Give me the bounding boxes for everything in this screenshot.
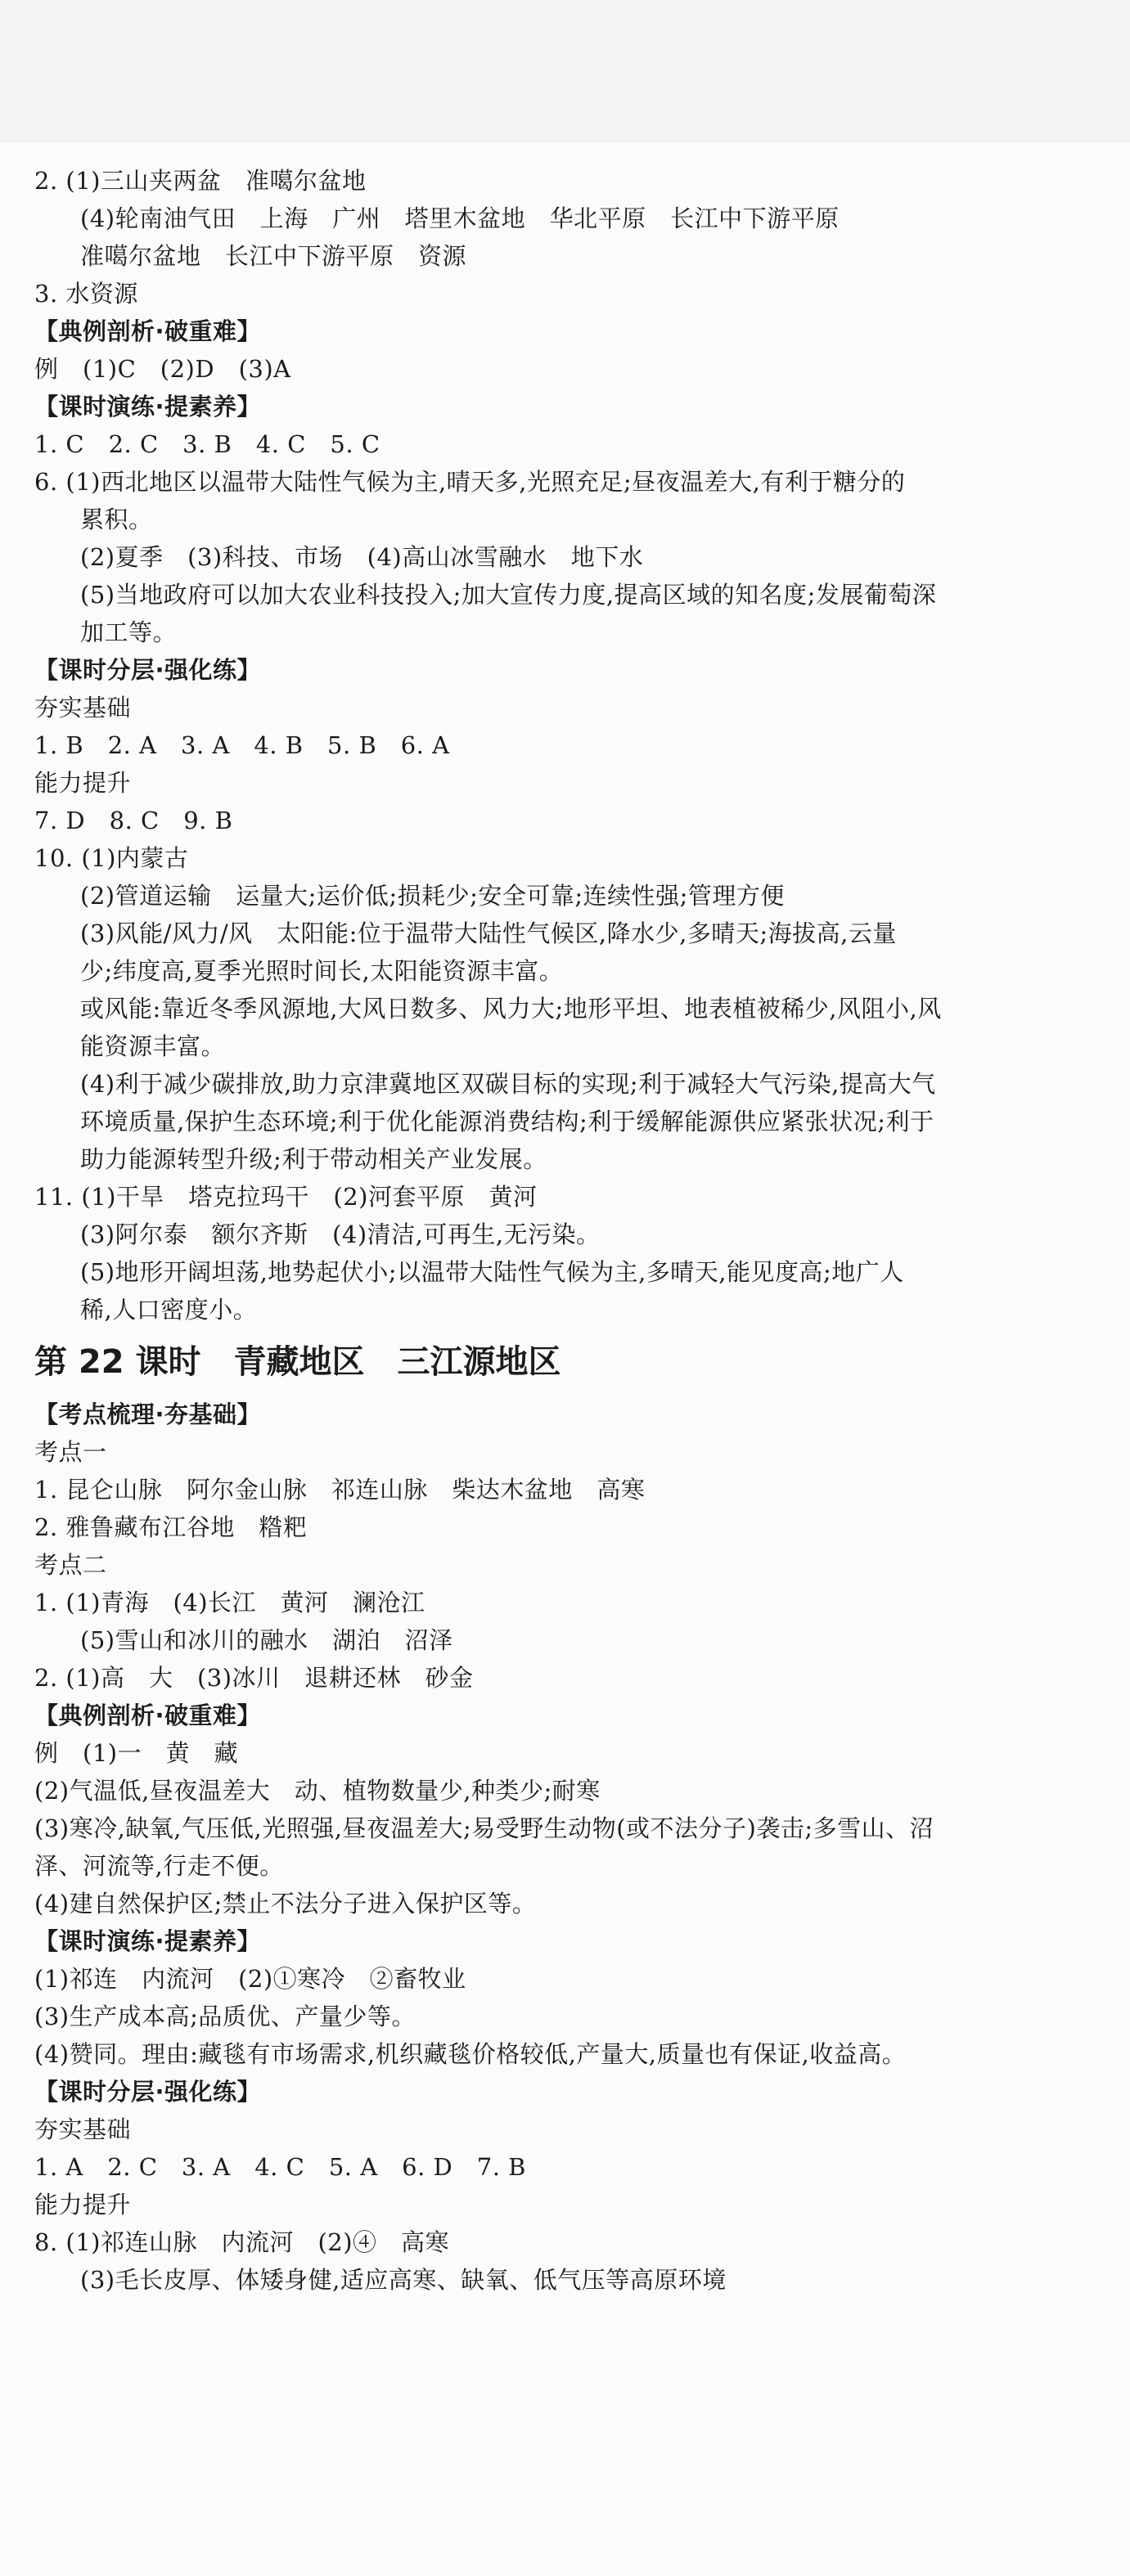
answer-line: 1. A 2. C 3. A 4. C 5. A 6. D 7. B: [34, 2153, 526, 2181]
answer-line: 2. 雅鲁藏布江谷地 糌粑: [34, 1513, 308, 1541]
answer-content: [34, 162, 1094, 2299]
section-header: 【课时分层·强化练】: [34, 2078, 262, 2106]
answer-line: 稀,人口密度小。: [80, 1296, 258, 1324]
subsection-label: 考点二: [34, 1551, 107, 1579]
answer-line: 1. B 2. A 3. A 4. B 5. B 6. A: [34, 731, 450, 759]
answer-line: (2)气温低,昼夜温差大 动、植物数量少,种类少;耐寒: [34, 1777, 601, 1805]
subsection-label: 能力提升: [34, 2191, 132, 2219]
subsection-label: 夯实基础: [34, 2115, 132, 2143]
answer-line: (3)风能/风力/风 太阳能:位于温带大陆性气候区,降水少,多晴天;海拔高,云量: [80, 919, 897, 947]
answer-line: (3)毛长皮厚、体矮身健,适应高寒、缺氧、低气压等高原环境: [80, 2266, 727, 2294]
answer-line: (5)地形开阔坦荡,地势起伏小;以温带大陆性气候为主,多晴天,能见度高;地广人: [80, 1258, 904, 1286]
answer-line: 2. (1)三山夹两盆 准噶尔盆地: [34, 167, 367, 195]
answer-line: (4)赞同。理由:藏毯有市场需求,机织藏毯价格较低,产量大,质量也有保证,收益高。: [34, 2040, 907, 2068]
top-margin-area: [0, 0, 1130, 143]
answer-line: 11. (1)干旱 塔克拉玛干 (2)河套平原 黄河: [34, 1183, 538, 1211]
subsection-label: 考点一: [34, 1438, 107, 1466]
answer-line: 例 (1)C (2)D (3)A: [34, 355, 291, 383]
answer-line: (2)管道运输 运量大;运价低;损耗少;安全可靠;连续性强;管理方便: [80, 882, 785, 910]
answer-line: (3)生产成本高;品质优、产量少等。: [34, 2003, 416, 2030]
answer-line: (3)阿尔泰 额尔齐斯 (4)清洁,可再生,无污染。: [80, 1221, 601, 1248]
answer-line: 环境质量,保护生态环境;利于优化能源消费结构;利于缓解能源供应紧张状况;利于: [80, 1108, 934, 1135]
section-header: 【典例剖析·破重难】: [34, 1702, 262, 1729]
answer-line: 能资源丰富。: [80, 1032, 226, 1060]
answer-line: (5)雪山和冰川的融水 湖泊 沼泽: [80, 1626, 453, 1654]
subsection-label: 夯实基础: [34, 694, 132, 722]
answer-line: 累积。: [80, 506, 153, 533]
answer-line: 例 (1)一 黄 藏: [34, 1739, 239, 1767]
answer-line: 助力能源转型升级;利于带动相关产业发展。: [80, 1145, 547, 1173]
section-header: 【课时演练·提素养】: [34, 1927, 262, 1955]
section-header: 【考点梳理·夯基础】: [34, 1400, 262, 1428]
answer-line: 10. (1)内蒙古: [34, 844, 189, 872]
answer-line: (4)建自然保护区;禁止不法分子进入保护区等。: [34, 1890, 537, 1917]
answer-line: 准噶尔盆地 长江中下游平原 资源: [80, 242, 467, 270]
answer-line: (3)寒冷,缺氧,气压低,光照强,昼夜温差大;易受野生动物(或不法分子)袭击;多雪山、沼: [34, 1814, 934, 1842]
answer-line: (1)祁连 内流河 (2)①寒冷 ②畜牧业: [34, 1965, 466, 1993]
answer-line: 加工等。: [80, 618, 178, 646]
answer-line: 3. 水资源: [34, 280, 138, 308]
lesson-title: [34, 1333, 1094, 1391]
answer-line: 2. (1)高 大 (3)冰川 退耕还林 砂金: [34, 1664, 474, 1692]
answer-line: 7. D 8. C 9. B: [34, 807, 233, 834]
section-header: 【课时演练·提素养】: [34, 393, 262, 420]
answer-line: 1. (1)青海 (4)长江 黄河 澜沧江: [34, 1589, 425, 1616]
answer-line: (4)轮南油气田 上海 广州 塔里木盆地 华北平原 长江中下游平原: [80, 205, 840, 232]
lesson-subregion: 三江源地区: [397, 1343, 561, 1381]
section-header: 【课时分层·强化练】: [34, 656, 262, 684]
answer-line: 泽、河流等,行走不便。: [34, 1852, 284, 1880]
lesson-number: 第 22 课时: [34, 1343, 201, 1381]
answer-line: (2)夏季 (3)科技、市场 (4)高山冰雪融水 地下水: [80, 543, 644, 571]
answer-line: 少;纬度高,夏季光照时间长,太阳能资源丰富。: [80, 957, 564, 985]
subsection-label: 能力提升: [34, 769, 132, 797]
lesson-region: 青藏地区: [233, 1343, 365, 1381]
answer-line: (5)当地政府可以加大农业科技投入;加大宣传力度,提高区域的知名度;发展葡萄深: [80, 581, 937, 609]
answer-line: (4)利于减少碳排放,助力京津冀地区双碳目标的实现;利于减轻大气污染,提高大气: [80, 1070, 936, 1098]
answer-line: 8. (1)祁连山脉 内流河 (2)④ 高寒: [34, 2228, 450, 2256]
answer-line: 1. 昆仑山脉 阿尔金山脉 祁连山脉 柴达木盆地 高寒: [34, 1476, 646, 1504]
answer-line: 1. C 2. C 3. B 4. C 5. C: [34, 430, 380, 458]
answer-line: 6. (1)西北地区以温带大陆性气候为主,晴天多,光照充足;昼夜温差大,有利于糖分的: [34, 468, 906, 496]
section-header: 【典例剖析·破重难】: [34, 317, 262, 345]
answer-line: 或风能:靠近冬季风源地,大风日数多、风力大;地形平坦、地表植被稀少,风阻小,风: [80, 995, 942, 1023]
